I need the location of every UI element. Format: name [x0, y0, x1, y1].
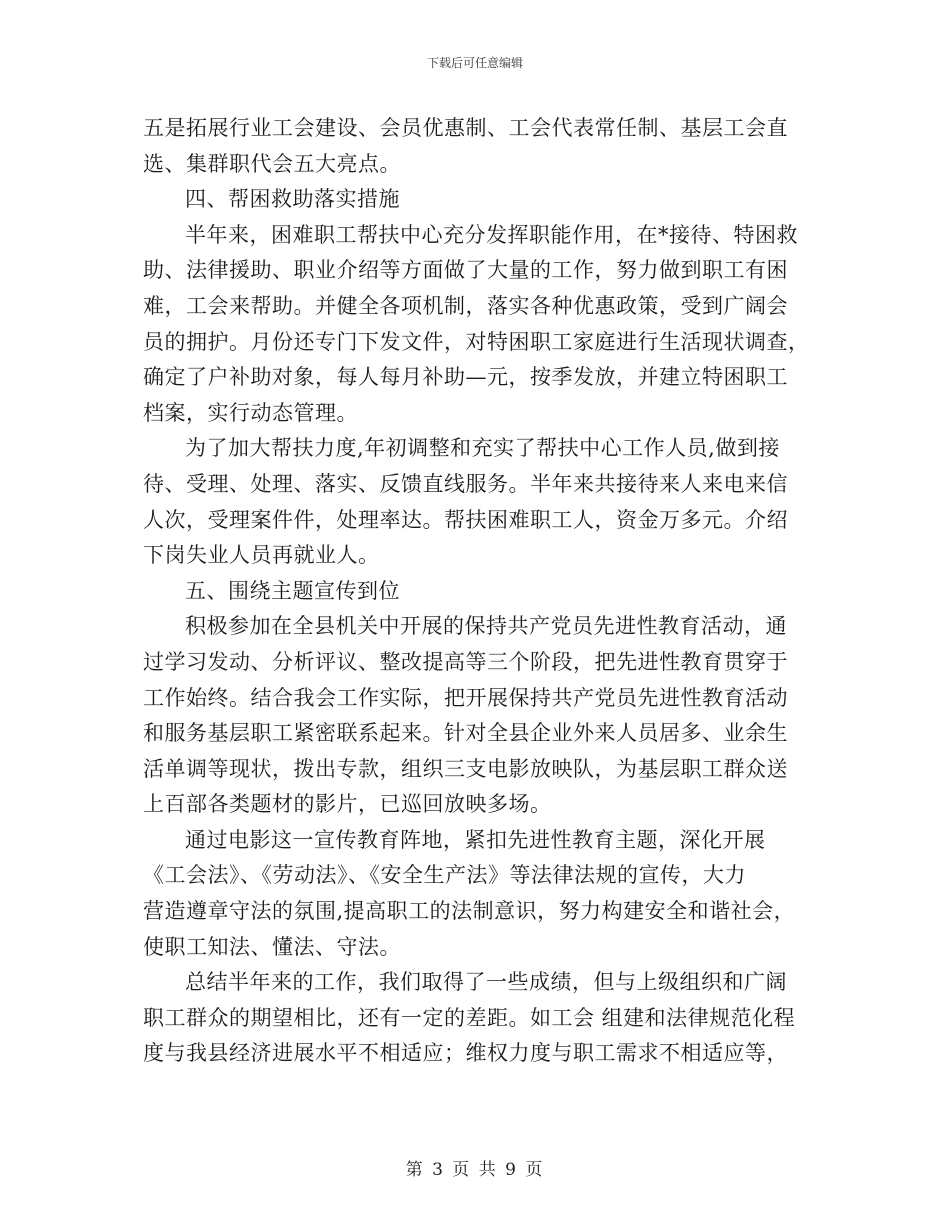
- text-line: 选、集群职代会五大亮点。: [143, 151, 401, 176]
- body-text: [143, 111, 811, 1072]
- text-line: 助、法律援助、职业介绍等方面做了大量的工作，努力做到职工有困: [143, 258, 788, 283]
- text-line: 工作始终。结合我会工作实际，把开展保持共产党员先进性教育活动: [143, 685, 788, 710]
- text-line: 确定了户补助对象，每人每月补助—元，按季发放，并建立特困职工: [143, 365, 788, 390]
- text-line: 待、受理、处理、落实、反馈直线服务。半年来共接待来人来电来信: [143, 471, 788, 496]
- text-line: 半年来，困难职工帮扶中心充分发挥职能作用，在*接待、特困救: [185, 222, 798, 247]
- text-line: 积极参加在全县机关中开展的保持共产党员先进性教育活动，通: [185, 614, 787, 639]
- text-line: 五、围绕主题宣传到位: [185, 578, 400, 603]
- text-line: 档案，实行动态管理。: [143, 400, 358, 425]
- text-line: 下岗失业人员再就业人。: [143, 543, 380, 568]
- text-line: 使职工知法、懂法、守法。: [143, 934, 401, 959]
- text-line: 为了加大帮扶力度,年初调整和充实了帮扶中心工作人员,做到接: [185, 436, 780, 461]
- page-header: 下载后可任意编辑: [426, 56, 523, 70]
- text-line: 上百部各类题材的影片，已巡回放映多场。: [143, 792, 552, 817]
- text-line: 四、帮困救助落实措施: [185, 187, 400, 212]
- text-line: 和服务基层职工紧密联系起来。针对全县企业外来人员居多、业余生: [143, 721, 788, 746]
- document-body: [143, 111, 811, 1072]
- text-line: 职工群众的期望相比，还有一定的差距。如工会 组建和法律规范化程: [143, 1005, 796, 1030]
- text-line: 人次，受理案件件，处理率达。帮扶困难职工人，资金万多元。介绍: [143, 507, 788, 532]
- text-line: 总结半年来的工作，我们取得了一些成绩，但与上级组织和广阔: [185, 970, 787, 995]
- page-footer: 第 3 页 共 9 页: [405, 1160, 545, 1180]
- text-line: 通过电影这一宣传教育阵地，紧扣先进性教育主题，深化开展: [185, 827, 766, 852]
- text-line: 五是拓展行业工会建设、会员优惠制、工会代表常任制、基层工会直: [143, 116, 788, 140]
- text-line: 员的拥护。月份还专门下发文件，对特困职工家庭进行生活现状调查，: [143, 329, 810, 354]
- text-line: 度与我县经济进展水平不相适应；维权力度与职工需求不相适应等，: [143, 1041, 788, 1066]
- text-line: 营造遵章守法的氛围,提高职工的法制意识，努力构建安全和谐社会，: [143, 899, 796, 924]
- text-line: 《工会法》、《劳动法》、《安全生产法》等法律法规的宣传，大力: [143, 863, 746, 888]
- text-line: 活单调等现状，拨出专款，组织三支电影放映队，为基层职工群众送: [143, 756, 788, 781]
- text-line: 难，工会来帮助。并健全各项机制，落实各种优惠政策，受到广阔会: [143, 293, 788, 318]
- text-line: 过学习发动、分析评议、整改提高等三个阶段，把先进性教育贯穿于: [143, 649, 788, 674]
